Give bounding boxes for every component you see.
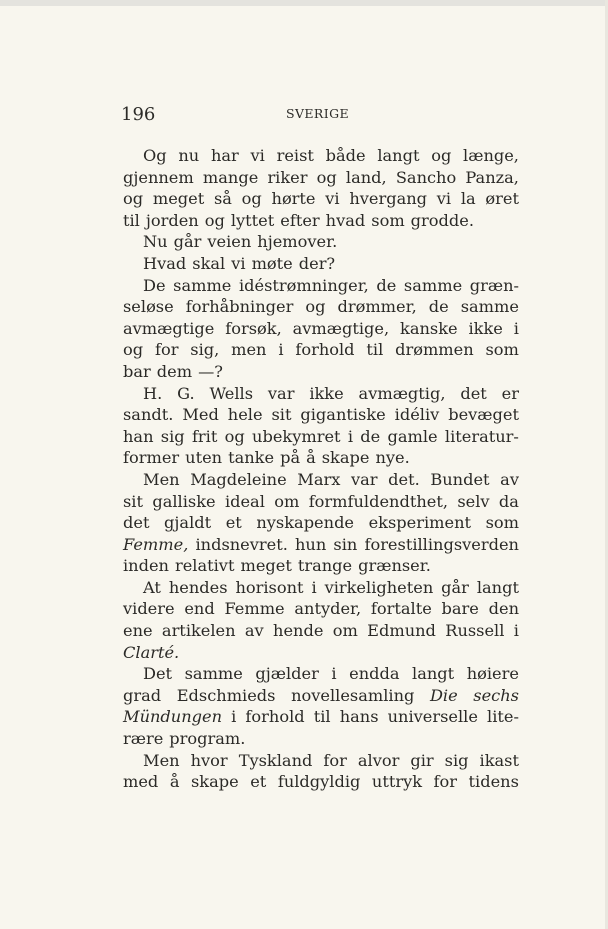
text-line (123, 750, 519, 772)
word: på (280, 448, 301, 468)
word: drømmer, (337, 297, 417, 317)
text-line (123, 491, 519, 513)
word: sig (444, 750, 469, 770)
word: nu (178, 146, 200, 165)
word: og (204, 210, 225, 230)
word: Wells (209, 383, 254, 403)
word: alvor (357, 750, 400, 770)
text-line (123, 383, 519, 405)
word: vi (436, 189, 452, 209)
word: det (460, 383, 487, 403)
word: et (225, 513, 242, 533)
word: møte (251, 253, 293, 273)
word: hvor (190, 750, 228, 770)
word: og (224, 426, 245, 446)
word: Edmund (367, 621, 436, 641)
word: de (376, 275, 397, 295)
word: eksperiment (368, 513, 472, 533)
text-line (123, 275, 519, 297)
word: la (460, 189, 476, 209)
word: artikelen (161, 621, 236, 641)
word: uten (185, 448, 223, 468)
word: har (210, 146, 239, 165)
word: Sancho (395, 167, 457, 187)
word: han (123, 426, 154, 446)
word: å (169, 772, 180, 792)
word: avmægtige (123, 318, 215, 338)
word: sit (123, 491, 143, 511)
word: meget (240, 556, 292, 576)
word: relativt (174, 556, 235, 576)
word: universelle (387, 707, 478, 727)
word: vi (231, 253, 246, 273)
word: Mündungen (123, 707, 223, 727)
word: sandt. (123, 405, 174, 425)
word: for (323, 750, 347, 770)
word: bare (441, 599, 479, 619)
word: reist (276, 146, 314, 165)
text-line (123, 620, 519, 642)
word: G. (177, 383, 195, 403)
word: galliske (152, 491, 216, 511)
word: lite- (487, 707, 519, 727)
word: dem (156, 361, 193, 381)
word: hjemover. (257, 232, 338, 252)
word: nye. (375, 448, 410, 468)
word: mange (202, 167, 259, 187)
word: hun (295, 534, 327, 554)
word: endda (349, 664, 400, 684)
word: langt (412, 664, 455, 684)
word: antyder, (294, 599, 362, 619)
text-line (123, 361, 519, 383)
word: græn- (469, 275, 519, 295)
text-line (123, 663, 519, 685)
text-line (123, 253, 519, 275)
word: gjennem (123, 167, 194, 187)
word: videre (123, 599, 175, 619)
word: sig, (190, 340, 220, 360)
word: av (244, 621, 264, 641)
word: At (143, 577, 161, 597)
word: uttryk (371, 772, 423, 792)
text-line (123, 469, 519, 491)
word: som (485, 340, 519, 360)
text-line (123, 188, 519, 210)
word: i (513, 621, 519, 641)
text-line (123, 555, 519, 577)
word: sit (271, 405, 292, 425)
text-line (123, 210, 519, 232)
word: og (123, 340, 144, 360)
word: ikke (468, 318, 503, 338)
text-line (123, 685, 519, 707)
word: samme (173, 275, 232, 295)
word: forhold (245, 707, 305, 727)
text-line (123, 145, 519, 167)
word: bar (123, 361, 151, 381)
word: Magdeleine (190, 469, 287, 489)
word: De (143, 275, 166, 295)
word: Med (182, 405, 219, 425)
word: bevæget (448, 405, 519, 425)
word: og (241, 189, 262, 209)
text-line (123, 728, 519, 750)
word: i (331, 664, 337, 684)
word: trange (297, 556, 353, 576)
word: hele (227, 405, 263, 425)
word: og (316, 167, 337, 187)
word: ubekymret (252, 426, 341, 446)
word: er (501, 383, 519, 403)
word: længe, (463, 146, 519, 165)
word: hvergang (349, 189, 428, 209)
word: var (267, 383, 295, 403)
word: land, (345, 167, 387, 187)
word: det (123, 513, 150, 533)
word: i (513, 318, 519, 338)
word: forestillingsverden (364, 534, 519, 554)
word: til (313, 707, 331, 727)
running-title: SVERIGE (286, 106, 349, 121)
page-top-edge (0, 0, 608, 6)
word: hvad (325, 210, 366, 230)
word: forhåbninger (185, 297, 294, 317)
word: Panza, (465, 167, 519, 187)
word: gjaldt (164, 513, 212, 533)
word: det. (388, 469, 420, 489)
word: går (441, 577, 469, 597)
word: tidens (468, 772, 519, 792)
text-line (123, 512, 519, 534)
word: Femme, (123, 534, 189, 554)
word: fuldgyldig (277, 772, 361, 792)
word: skal (192, 253, 226, 273)
word: da (498, 491, 519, 511)
text-line (123, 534, 519, 556)
word: grænser. (358, 556, 431, 576)
word: skape (321, 448, 370, 468)
word: i (347, 426, 353, 446)
word: til (366, 340, 384, 360)
word: idéliv (394, 405, 440, 425)
word: tanke (228, 448, 275, 468)
word: program. (169, 729, 246, 749)
word: virkeligheten (324, 577, 434, 597)
word: forsøk, (225, 318, 282, 338)
body-text (123, 145, 519, 793)
word: langt (476, 577, 519, 597)
word: frit (191, 426, 218, 446)
word: Femme (224, 599, 285, 619)
word: Bundet (430, 469, 490, 489)
word: hende (273, 621, 324, 641)
word: ene (123, 621, 153, 641)
word: et (250, 772, 267, 792)
word: grodde. (410, 210, 474, 230)
text-line (123, 404, 519, 426)
word: lyttet (230, 210, 275, 230)
word: former (123, 448, 180, 468)
word: sin (333, 534, 358, 554)
word: end (184, 599, 215, 619)
word: literatur- (444, 426, 519, 446)
word: gjælder (255, 664, 319, 684)
word: Russell (445, 621, 505, 641)
word: gamle (387, 426, 438, 446)
word: Hvad (143, 253, 187, 273)
word: både (325, 146, 366, 165)
word: idéstrømninger, (238, 275, 369, 295)
word: Tyskland (238, 750, 313, 770)
word: om (274, 491, 300, 511)
word: Men (143, 469, 180, 489)
word: øret (485, 189, 519, 209)
word: forhold (295, 340, 355, 360)
text-line (123, 167, 519, 189)
word: de (428, 297, 449, 317)
text-line (123, 231, 519, 253)
word: vi (250, 146, 265, 165)
word: indsnevret. (195, 534, 288, 554)
word: vi (325, 189, 340, 209)
word: samme (403, 275, 463, 295)
page-number: 196 (121, 104, 156, 125)
word: Die (429, 685, 458, 705)
word: kanske (400, 318, 458, 338)
text-line (123, 426, 519, 448)
word: Clarté. (123, 642, 180, 662)
word: sechs (473, 685, 519, 705)
word: nyskapende (256, 513, 355, 533)
text-line (123, 296, 519, 318)
word: Edschmieds (176, 685, 276, 705)
word: skape (190, 772, 239, 792)
word: langt (377, 146, 420, 165)
word: selv (457, 491, 490, 511)
word: avmægtig, (358, 383, 446, 403)
text-line (123, 771, 519, 793)
word: H. (143, 383, 163, 403)
word: sig (160, 426, 185, 446)
word: horisont (235, 577, 304, 597)
word: ikke (309, 383, 344, 403)
word: var (351, 469, 378, 489)
text-line (123, 706, 519, 728)
word: for (433, 772, 458, 792)
word: grad (123, 685, 162, 705)
word: efter (280, 210, 320, 230)
word: fortalte (370, 599, 432, 619)
word: avmægtige, (292, 318, 390, 338)
word: veien (207, 232, 252, 252)
word: de (360, 426, 381, 446)
word: den (488, 599, 519, 619)
word: drømmen (395, 340, 474, 360)
word: rære (123, 729, 164, 749)
word: om (332, 621, 358, 641)
word: novellesamling (291, 685, 415, 705)
word: og (431, 146, 452, 165)
word: gir (410, 750, 434, 770)
word: seløse (123, 297, 174, 317)
text-line (123, 598, 519, 620)
word: Marx (297, 469, 341, 489)
word: Det (143, 664, 173, 684)
word: for (154, 340, 179, 360)
word: høiere (466, 664, 519, 684)
word: hørte (271, 189, 316, 209)
word: inden (123, 556, 169, 576)
word: går (173, 232, 202, 252)
text-line (123, 447, 519, 469)
word: —? (198, 361, 223, 381)
word: riker (267, 167, 308, 187)
word: ideal (224, 491, 265, 511)
text-line (123, 339, 519, 361)
word: Men (143, 750, 180, 770)
word: samme (184, 664, 243, 684)
word: meget (152, 189, 205, 209)
word: hendes (168, 577, 228, 597)
text-line (123, 642, 519, 664)
text-line (123, 577, 519, 599)
text-line (123, 318, 519, 340)
word: så (213, 189, 232, 209)
word: i (311, 577, 317, 597)
word: Og (143, 146, 167, 165)
word: ikast (479, 750, 519, 770)
word: hans (339, 707, 379, 727)
word: å (306, 448, 316, 468)
word: i (278, 340, 284, 360)
word: gigantiske (300, 405, 386, 425)
word: i (231, 707, 237, 727)
word: som (485, 513, 519, 533)
word: og (123, 189, 144, 209)
word: Nu (143, 232, 168, 252)
word: og (305, 297, 326, 317)
word: samme (460, 297, 519, 317)
word: av (500, 469, 519, 489)
word: med (123, 772, 159, 792)
word: der? (298, 253, 336, 273)
word: men (231, 340, 267, 360)
word: som (371, 210, 405, 230)
word: jorden (145, 210, 199, 230)
word: til (123, 210, 140, 230)
word: formfuldendthet, (308, 491, 448, 511)
